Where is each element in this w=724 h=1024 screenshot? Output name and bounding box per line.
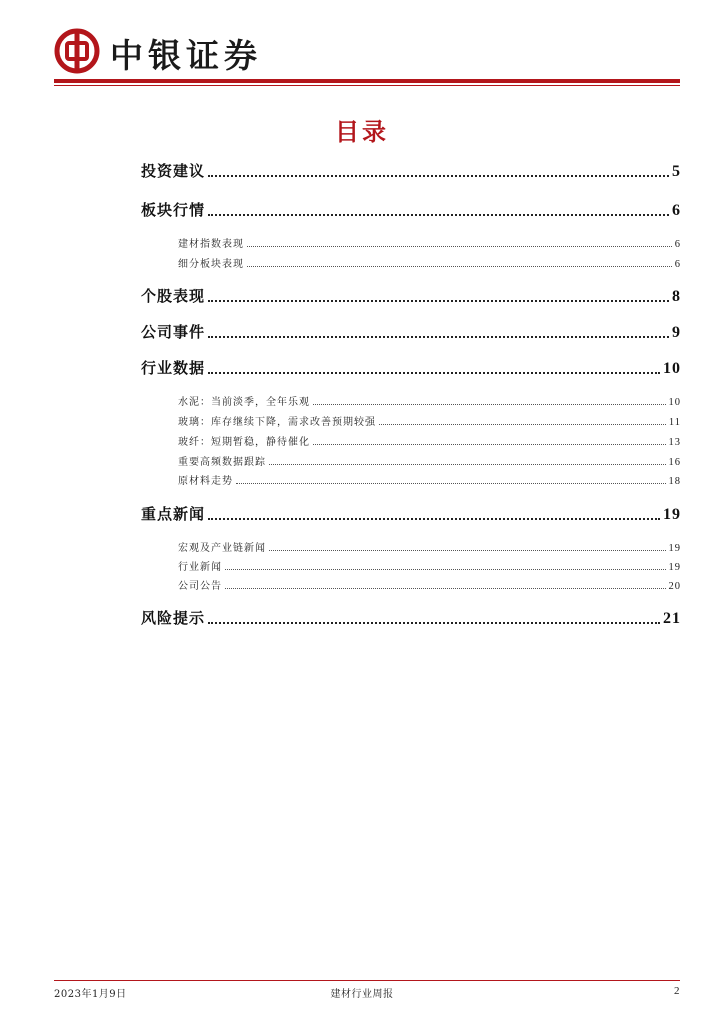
- toc-subentry[interactable]: [178, 235, 681, 250]
- toc-leader: [236, 483, 666, 484]
- toc-entry-text: 行业新闻: [178, 562, 222, 573]
- toc-leader: [379, 424, 666, 425]
- toc-entry-page: 19: [668, 562, 681, 573]
- toc-leader: [247, 266, 672, 267]
- toc-entry-text: 行业数据: [141, 359, 206, 377]
- bank-of-china-logo-icon: [54, 28, 100, 74]
- toc-entry-text: 板块行情: [141, 201, 206, 219]
- toc-leader: [208, 372, 660, 374]
- toc-entry[interactable]: [141, 503, 681, 524]
- footer-page-number: 2: [674, 985, 680, 997]
- toc-leader: [208, 518, 660, 520]
- toc-subentry[interactable]: [178, 393, 681, 408]
- toc-subentry[interactable]: [178, 453, 681, 468]
- toc-title: 目录: [335, 117, 389, 146]
- toc-entry-page: 9: [672, 324, 681, 341]
- toc-entry-page: 13: [668, 437, 681, 448]
- toc-subentry[interactable]: [178, 577, 681, 592]
- toc-entry-page: 5: [672, 163, 681, 180]
- toc-entry-text: 原材料走势: [178, 476, 233, 487]
- page-header: [54, 28, 684, 84]
- toc-entry-text: 细分板块表现: [178, 259, 244, 270]
- toc-entry[interactable]: [141, 199, 681, 220]
- toc-entry[interactable]: [141, 160, 681, 181]
- toc-entry-page: 10: [668, 397, 681, 408]
- toc-subentry[interactable]: [178, 433, 681, 448]
- toc-leader: [313, 404, 666, 405]
- toc-subentry[interactable]: [178, 255, 681, 270]
- toc-leader: [208, 214, 669, 216]
- toc-entry-page: 10: [663, 360, 681, 377]
- toc-entry-page: 19: [668, 543, 681, 554]
- toc-entry-page: 20: [668, 581, 681, 592]
- toc-entry-text: 公司公告: [178, 581, 222, 592]
- footer-report-name: 建材行业周报: [330, 989, 394, 1000]
- toc-subentry[interactable]: [178, 413, 681, 428]
- toc-entry-text: 水泥：当前淡季，全年乐观: [178, 397, 310, 408]
- toc-entry[interactable]: [141, 285, 681, 306]
- toc-entry-page: 6: [672, 202, 681, 219]
- toc-entry-page: 11: [668, 417, 681, 428]
- toc-entry-page: 8: [672, 288, 681, 305]
- toc-entry-page: 6: [674, 259, 681, 270]
- toc-leader: [247, 246, 672, 247]
- toc-entry-text: 重点新闻: [141, 505, 206, 523]
- toc-leader: [225, 569, 666, 570]
- toc-leader: [208, 336, 669, 338]
- toc-subentry[interactable]: [178, 539, 681, 554]
- brand-name: 中银证券: [110, 36, 262, 75]
- toc-leader: [313, 444, 666, 445]
- toc-leader: [208, 300, 669, 302]
- toc-entry-text: 宏观及产业链新闻: [178, 543, 266, 554]
- toc-entry-text: 投资建议: [141, 162, 206, 180]
- toc-entry[interactable]: [141, 357, 681, 378]
- header-rule-thin: [54, 85, 680, 86]
- toc-entry-page: 18: [668, 476, 681, 487]
- toc-leader: [225, 588, 666, 589]
- toc-entry-page: 6: [674, 239, 681, 250]
- toc-leader: [269, 464, 666, 465]
- toc-entry-text: 个股表现: [141, 287, 206, 305]
- toc-leader: [208, 622, 660, 624]
- toc-subentry[interactable]: [178, 558, 681, 573]
- toc-entry-text: 玻璃：库存继续下降，需求改善预期较强: [178, 417, 376, 428]
- footer-rule: [54, 980, 680, 981]
- toc-leader: [208, 175, 669, 177]
- toc-entry[interactable]: [141, 321, 681, 342]
- toc-entry-page: 19: [663, 506, 681, 523]
- toc-leader: [269, 550, 666, 551]
- toc-entry-text: 风险提示: [141, 609, 206, 627]
- toc-entry-text: 公司事件: [141, 323, 206, 341]
- footer-date: 2023年1月9日: [54, 989, 127, 1000]
- toc-entry-text: 建材指数表现: [178, 239, 244, 250]
- toc-entry[interactable]: [141, 607, 681, 628]
- toc-entry-page: 21: [663, 610, 681, 627]
- toc-entry-page: 16: [668, 457, 681, 468]
- toc-entry-text: 重要高频数据跟踪: [178, 457, 266, 468]
- header-rule: [54, 79, 680, 83]
- toc-subentry[interactable]: [178, 472, 681, 487]
- toc-entry-text: 玻纤：短期暂稳，静待催化: [178, 437, 310, 448]
